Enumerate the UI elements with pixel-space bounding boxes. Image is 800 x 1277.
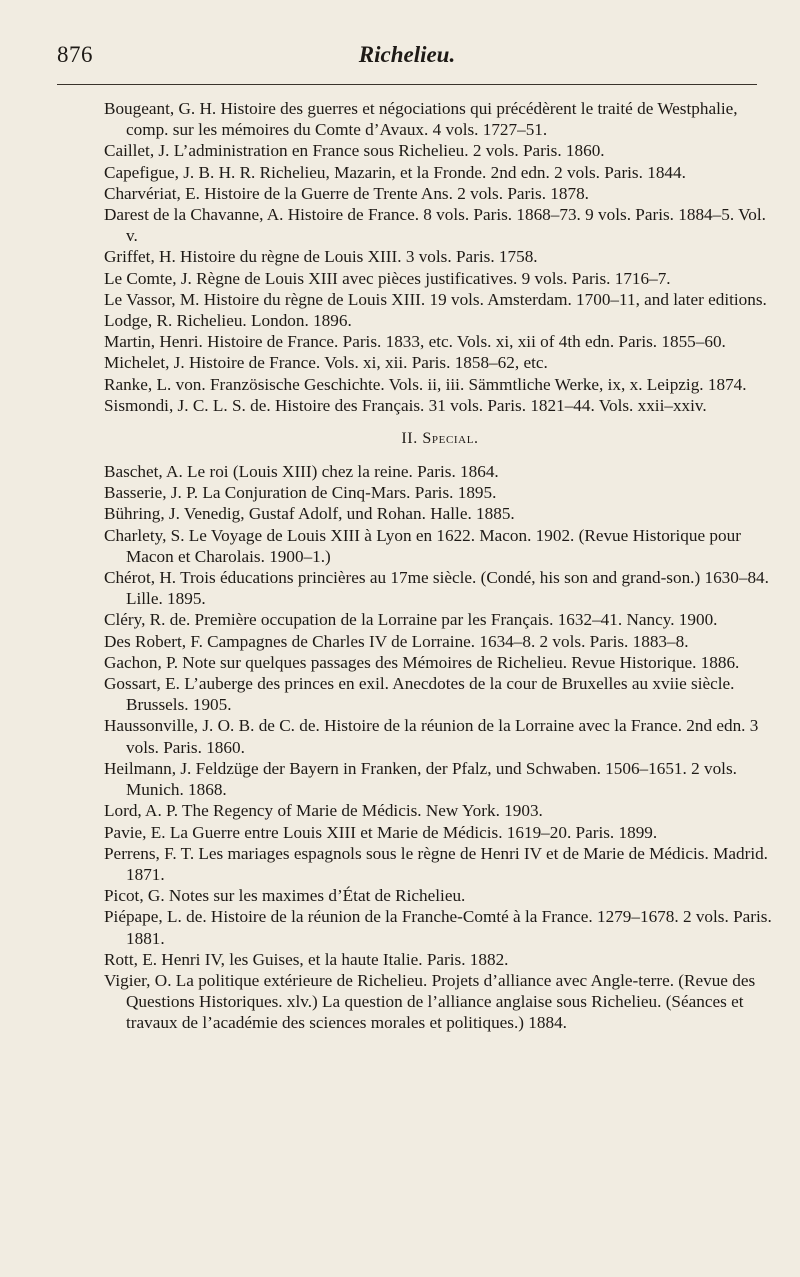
bibliography-entry: Heilmann, J. Feldzüge der Bayern in Franken, der Pfalz, und Schwaben. 1506–1651. 2 vols. Munich. 1868. (104, 758, 737, 800)
bibliography-entry: Gachon, P. Note sur quelques passages des Mémoires de Richelieu. Revue Historique. 1886. (104, 652, 740, 672)
bibliography-entry: Charlety, S. Le Voyage de Louis XIII à Lyon en 1622. Macon. 1902. (Revue Historique pour Macon et Charolais. 1900–1.) (104, 525, 741, 566)
bibliography-entry: Basserie, J. P. La Conjuration de Cinq-Mars. Paris. 1895. (104, 483, 497, 503)
bibliography-entry: Gossart, E. L’auberge des princes en exil. Anecdotes de la cour de Bruxelles au xviie siècle. Brussels. 1905. (104, 674, 735, 715)
bibliography-entry: Darest de la Chavanne, A. Histoire de France. 8 vols. Paris. 1868–73. 9 vols. Paris. 1884–5. Vol. v. (104, 205, 766, 246)
bibliography-entry: Le Comte, J. Règne de Louis XIII avec pièces justificatives. 9 vols. Paris. 1716–7. (104, 268, 671, 288)
bibliography-entry: Bougeant, G. H. Histoire des guerres et négociations qui précédèrent le traité de Westphalie, comp. sur les mémoires du Comte d’Avaux. 4 vols. 1727–51. (104, 99, 738, 140)
bibliography-entry: Charvériat, E. Histoire de la Guerre de Trente Ans. 2 vols. Paris. 1878. (104, 183, 589, 203)
bibliography-entry: Bühring, J. Venedig, Gustaf Adolf, und Rohan. Halle. 1885. (104, 504, 515, 524)
bibliography (104, 98, 776, 1034)
bibliography-entry: Caillet, J. L’administration en France sous Richelieu. 2 vols. Paris. 1860. (104, 141, 605, 161)
bibliography-entry: Haussonville, J. O. B. de C. de. Histoire de la réunion de la Lorraine avec la France. 2nd edn. 3 vols. Paris. 1860. (104, 716, 759, 757)
bibliography-entry: Rott, E. Henri IV, les Guises, et la haute Italie. Paris. 1882. (104, 949, 509, 969)
bibliography-entry: Vigier, O. La politique extérieure de Richelieu. Projets d’alliance avec Angle-terre. (Revue des Questions Historiques. xlv.) La question de l’alliance anglaise sous Richelieu. (Séances et travaux de l’académie des sciences morales et politiques.) 1884. (104, 970, 756, 1033)
bibliography-entry: Perrens, F. T. Les mariages espagnols sous le règne de Henri IV et de Marie de Médicis. Madrid. 1871. (104, 843, 768, 884)
general-bibliography (104, 98, 776, 416)
bibliography-entry: Piépape, L. de. Histoire de la réunion de la Franche-Comté à la France. 1279–1678. 2 vols. Paris. 1881. (104, 907, 772, 948)
bibliography-entry: Ranke, L. von. Französische Geschichte. Vols. ii, iii. Sämmtliche Werke, ix, x. Leipzig. 1874. (104, 374, 747, 394)
bibliography-entry: Martin, Henri. Histoire de France. Paris. 1833, etc. Vols. xi, xii of 4th edn. Paris. 1855–60. (104, 332, 726, 352)
page-number: 876 (57, 42, 93, 67)
bibliography-entry: Des Robert, F. Campagnes de Charles IV de Lorraine. 1634–8. 2 vols. Paris. 1883–8. (104, 631, 689, 651)
page-header (57, 40, 757, 80)
special-bibliography (104, 461, 776, 1033)
bibliography-entry: Lodge, R. Richelieu. London. 1896. (104, 311, 352, 331)
running-title: Richelieu. (358, 42, 456, 67)
bibliography-entry: Griffet, H. Histoire du règne de Louis XIII. 3 vols. Paris. 1758. (104, 247, 538, 267)
header-rule (57, 84, 757, 85)
bibliography-entry: Sismondi, J. C. L. S. de. Histoire des Français. 31 vols. Paris. 1821–44. Vols. xxii–xxiv. (104, 395, 707, 415)
bibliography-entry: Chérot, H. Trois éducations princières au 17me siècle. (Condé, his son and grand-son.) 1630–84. Lille. 1895. (104, 568, 769, 609)
bibliography-entry: Baschet, A. Le roi (Louis XIII) chez la reine. Paris. 1864. (104, 462, 499, 482)
bibliography-entry: Pavie, E. La Guerre entre Louis XIII et Marie de Médicis. 1619–20. Paris. 1899. (104, 822, 658, 842)
bibliography-entry: Capefigue, J. B. H. R. Richelieu, Mazarin, et la Fronde. 2nd edn. 2 vols. Paris. 1844. (104, 162, 686, 182)
bibliography-entry: Le Vassor, M. Histoire du règne de Louis XIII. 19 vols. Amsterdam. 1700–11, and later editions. (104, 289, 767, 309)
bibliography-entry: Michelet, J. Histoire de France. Vols. xi, xii. Paris. 1858–62, etc. (104, 353, 548, 373)
bibliography-entry: Lord, A. P. The Regency of Marie de Médicis. New York. 1903. (104, 801, 543, 821)
bibliography-entry: Cléry, R. de. Première occupation de la Lorraine par les Français. 1632–41. Nancy. 1900. (104, 610, 718, 630)
bibliography-entry: Picot, G. Notes sur les maximes d’État de Richelieu. (104, 886, 466, 906)
section-heading-special: II. Special. (401, 430, 479, 448)
